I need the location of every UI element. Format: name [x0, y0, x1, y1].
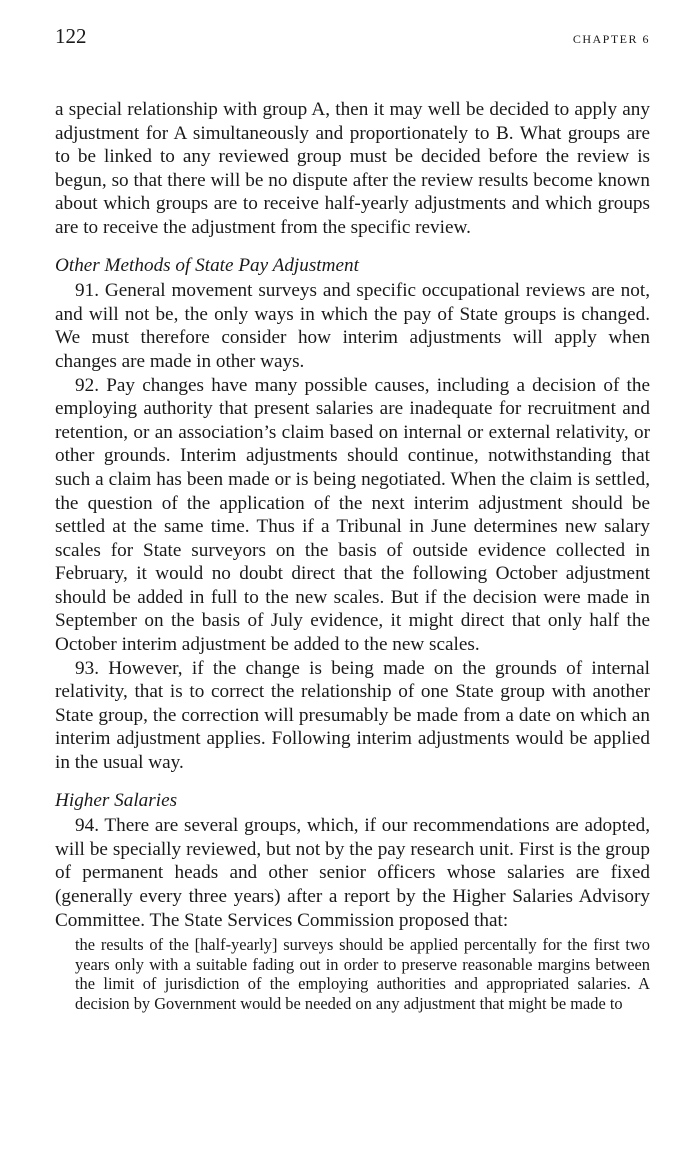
paragraph-93: 93. However, if the change is being made on the grounds of internal relativity, that is to correct the relationship of one State group with another State group, the correction will presumably be made from a date on which an interim adjustment applies. Following interim adjustments would be applied in the usual way.: [55, 657, 650, 774]
paragraph-91: 91. General movement surveys and specific occupational reviews are not, and will not be, the only ways in which the pay of State groups is changed. We must therefore consider how interim adjustments will apply when changes are made in other ways.: [55, 280, 650, 372]
paragraph-94: 94. There are several groups, which, if our recommendations are adopted, will be specially reviewed, but not by the pay research unit. First is the group of permanent heads and other senior officers whose salaries are fixed (generally every three years) after a report by the Higher Salaries Advisory Committee. The State Services Commission proposed that:: [55, 815, 650, 931]
page-number: 122: [55, 24, 87, 48]
running-head: [55, 24, 650, 54]
paragraph-92: 92. Pay changes have many possible causes, including a decision of the employing authority that present salaries are inadequate for recruitment and retention, or an association’s claim based on internal or external relativity, or other grounds. Interim adjustments should continue, notwithstanding that such a claim has been made or is being negotiated. When the claim is settled, the question of the application of the next interim adjustment should be settled at the same time. Thus if a Tribunal in June determines new salary scales for State surveyors on the basis of outside evidence collected in February, it would no doubt direct that the following October adjustment should be added in full to the new scales. But if the decision were made in September on the basis of July evidence, it might direct that only half the October interim adjustment be added to the new scales.: [55, 374, 650, 656]
document-page: [55, 24, 650, 1014]
chapter-label: CHAPTER 6: [572, 32, 650, 46]
section-heading-other-methods: Other Methods of State Pay Adjustment: [55, 254, 359, 276]
paragraph-intro: a special relationship with group A, then it may well be decided to apply any adjustment for A simultaneously and proportionately to B. What groups are to be linked to any reviewed group must be decided before the review is begun, so that there will be no dispute after the review results become known about which groups are to receive half-yearly adjustments and which groups are to receive the adjustment from the specific review.: [55, 99, 650, 238]
section-heading-higher-salaries: Higher Salaries: [55, 789, 178, 811]
block-quote: the results of the [half-yearly] surveys should be applied percentally for the first two years only with a suitable fading out in order to preserve reasonable margins between the limit of jurisdiction of the employing authorities and appropriated salaries. A decision by Government would be needed on any adjustment that might be made to: [75, 935, 650, 1013]
